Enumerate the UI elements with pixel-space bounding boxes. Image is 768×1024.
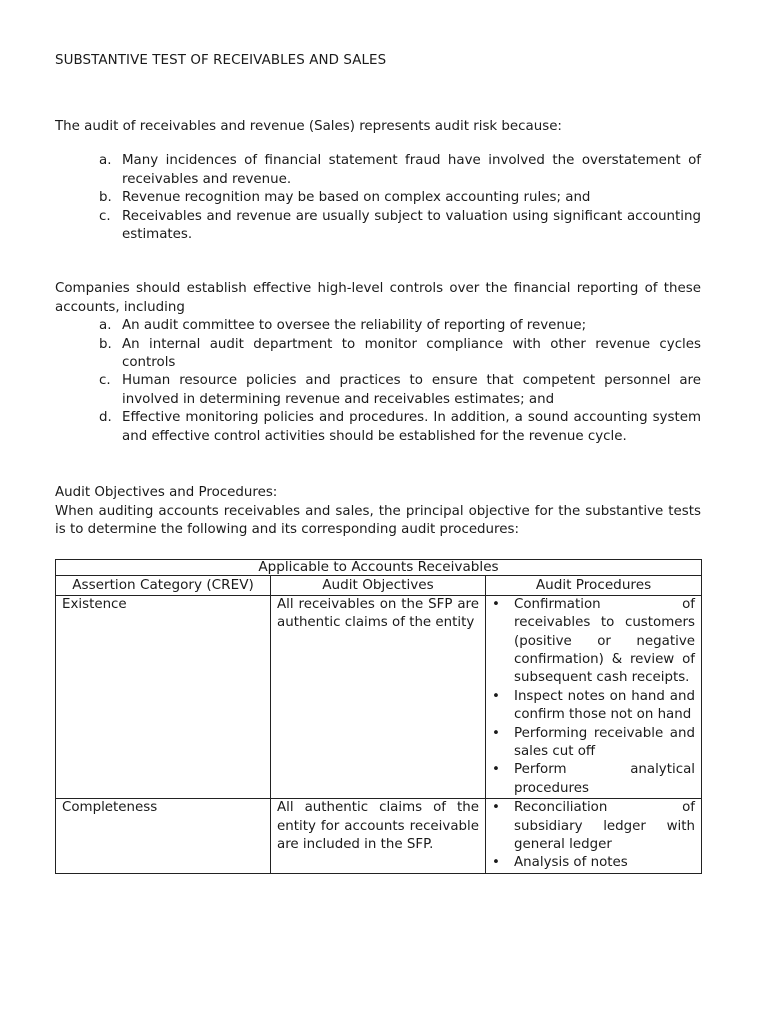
bullet-icon: •: [492, 855, 500, 871]
list-item-text: Many incidences of financial statement fraud have involved the overstatement of receivables and revenue.: [122, 153, 701, 187]
list-item-text: Effective monitoring policies and procedures. In addition, a sound accounting system and effective control activities should be established for the revenue cycle.: [122, 410, 701, 444]
procedures-cell: [486, 799, 702, 874]
procedure-list: [492, 799, 695, 873]
table-row: [56, 799, 702, 874]
procedure-text: Perform analytical procedures: [514, 762, 695, 796]
list-marker: c.: [99, 208, 111, 224]
list-marker: b.: [99, 336, 112, 352]
procedure-text: Inspect notes on hand and confirm those not on hand: [514, 688, 695, 723]
assertion-cell: Completeness: [56, 799, 271, 874]
list-marker: a.: [99, 318, 112, 334]
bullet-icon: •: [492, 688, 500, 704]
list-item: [55, 317, 701, 335]
procedure-text: Analysis of notes: [514, 855, 628, 871]
list-item: [55, 409, 701, 446]
list-marker: a.: [99, 153, 112, 169]
procedure-list: [492, 596, 695, 798]
table-row: [56, 595, 702, 798]
procedure-item: [492, 688, 695, 725]
procedure-text: Reconciliation of subsidiary ledger with general ledger: [514, 800, 695, 852]
bullet-icon: •: [492, 762, 500, 778]
controls-paragraph: Companies should establish effective high-level controls over the financial reporting of these accounts, including: [55, 281, 701, 315]
objectives-paragraph: When auditing accounts receivables and sales, the principal objective for the substantive tests is to determine the following and its corresponding audit procedures:: [55, 503, 701, 537]
list-item: [55, 189, 701, 207]
list-marker: b.: [99, 190, 112, 206]
list-item-text: Receivables and revenue are usually subject to valuation using significant accounting estimates.: [122, 208, 701, 243]
objective-cell: All receivables on the SFP are authentic claims of the entity: [271, 595, 486, 798]
procedure-text: Confirmation of receivables to customers (positive or negative confirmation) & review of subsequent cash receipts.: [514, 596, 695, 686]
list-item-text: Human resource policies and practices to ensure that competent personnel are involved in determining revenue and receivables estimates; and: [122, 373, 701, 407]
procedure-item: [492, 799, 695, 854]
document-title: SUBSTANTIVE TEST OF RECEIVABLES AND SALES: [55, 53, 387, 68]
procedure-item: [492, 761, 695, 798]
list-item: [55, 372, 701, 409]
procedure-text: Performing receivable and sales cut off: [514, 725, 695, 759]
list-item: [55, 208, 701, 245]
assertion-cell: Existence: [56, 595, 271, 798]
list-item: [55, 336, 701, 373]
bullet-icon: •: [492, 800, 500, 816]
objectives-heading: Audit Objectives and Procedures:: [55, 485, 278, 501]
intro-paragraph: The audit of receivables and revenue (Sales) represents audit risk because:: [55, 119, 562, 134]
controls-list: [55, 317, 701, 446]
bullet-icon: •: [492, 596, 500, 612]
list-item-text: An internal audit department to monitor compliance with other revenue cycles controls: [122, 336, 701, 371]
list-marker: d.: [99, 410, 112, 426]
procedures-cell: [486, 595, 702, 798]
column-header-objectives: Audit Objectives: [271, 576, 486, 595]
column-header-assertion: Assertion Category (CREV): [56, 576, 271, 595]
bullet-icon: •: [492, 725, 500, 741]
document-page: [55, 52, 701, 874]
audit-table: [55, 559, 702, 874]
procedure-item: [492, 596, 695, 688]
table-caption: Applicable to Accounts Receivables: [56, 560, 702, 576]
list-item: [55, 152, 701, 189]
list-marker: c.: [99, 373, 111, 389]
procedure-item: [492, 854, 695, 872]
list-item-text: Revenue recognition may be based on complex accounting rules; and: [122, 190, 591, 206]
objective-cell: All authentic claims of the entity for accounts receivable are included in the SFP.: [271, 799, 486, 874]
risk-list: [55, 152, 701, 244]
procedure-item: [492, 725, 695, 762]
column-header-procedures: Audit Procedures: [486, 576, 702, 595]
list-item-text: An audit committee to oversee the reliability of reporting of revenue;: [122, 318, 587, 334]
